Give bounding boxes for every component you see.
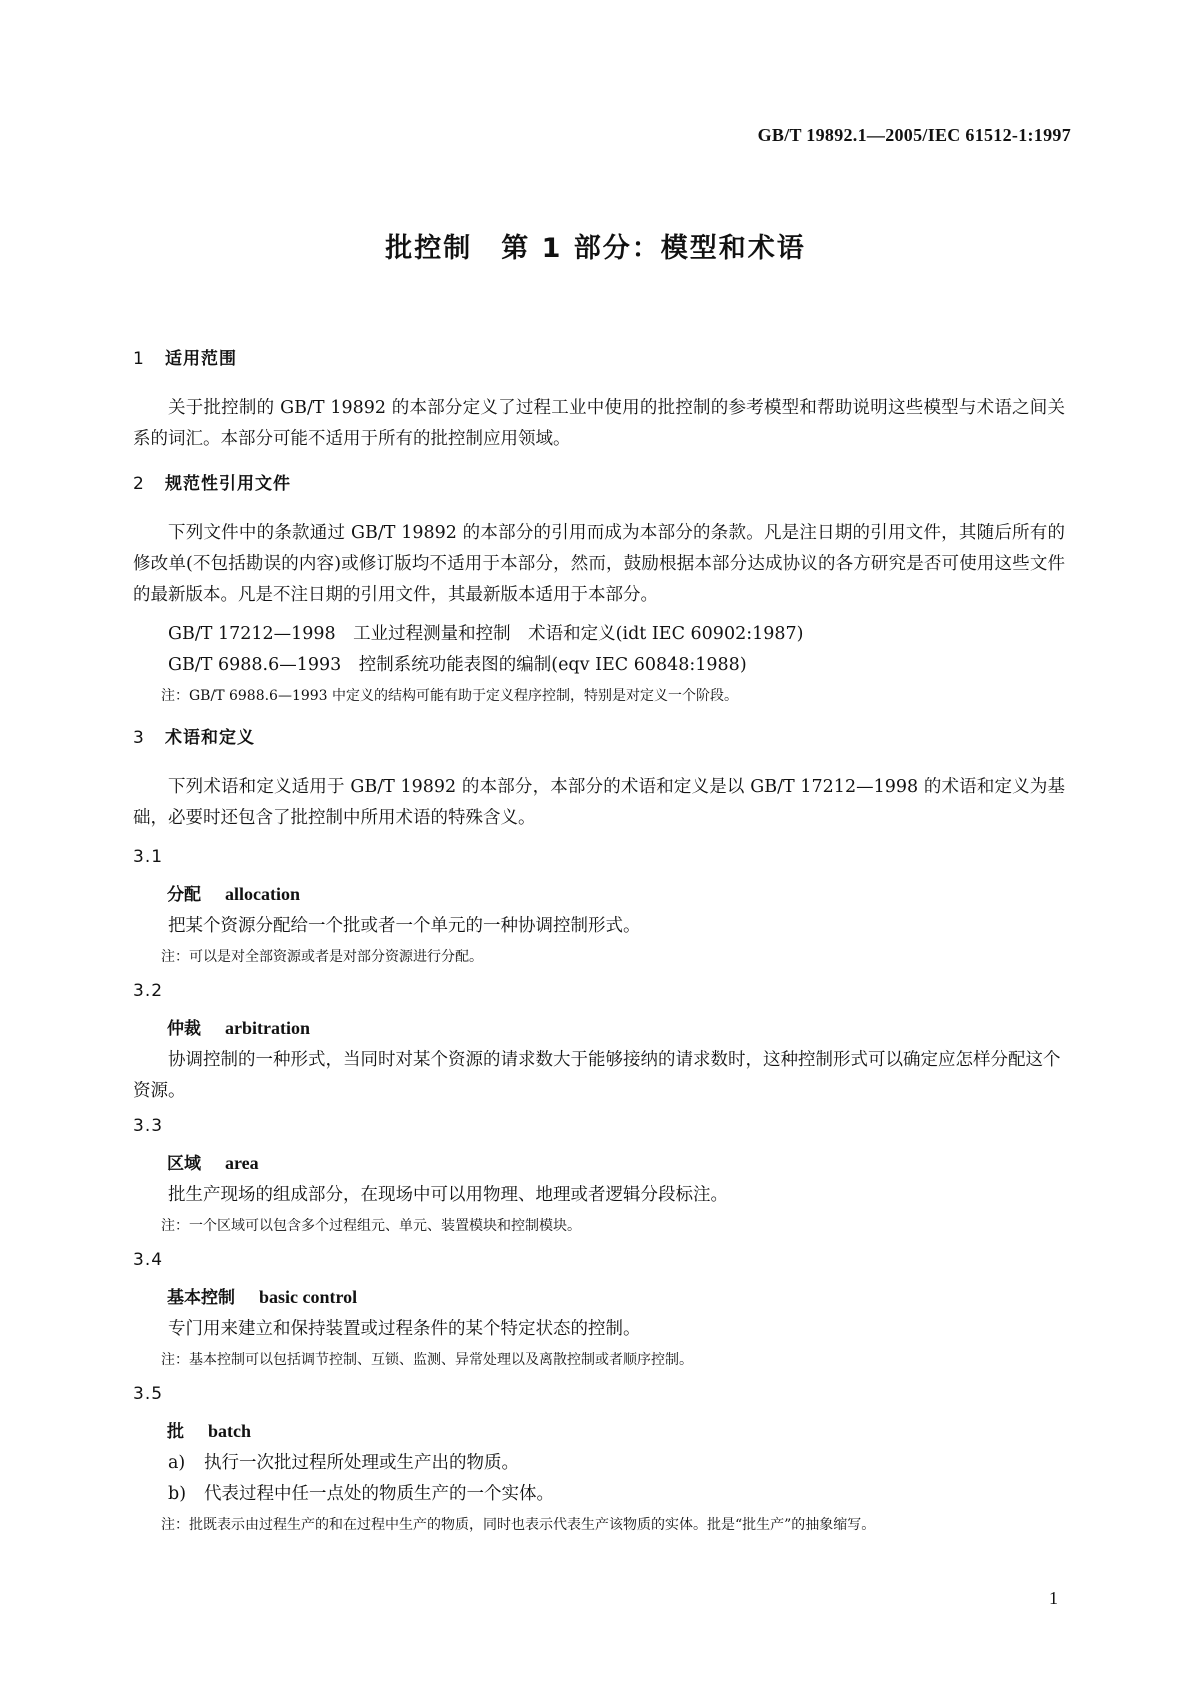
list-item-label: b) xyxy=(168,1484,187,1504)
section-heading xyxy=(133,344,1065,375)
section-heading xyxy=(133,723,1065,754)
term-en: area xyxy=(225,1153,259,1173)
term-name xyxy=(133,1416,1065,1448)
section-number: 2 xyxy=(133,474,145,494)
term-number: 3.3 xyxy=(133,1116,164,1136)
term-definition: 把某个资源分配给一个批或者一个单元的一种协调控制形式。 xyxy=(168,916,641,936)
term-en: arbitration xyxy=(225,1018,310,1038)
list-item xyxy=(133,1479,1065,1510)
term-en: basic control xyxy=(259,1287,358,1307)
reference-item: GB/T 6988.6—1993 控制系统功能表图的编制(eqv IEC 60848:1988) xyxy=(168,655,747,675)
term-name xyxy=(133,1148,1065,1180)
section-heading xyxy=(133,469,1065,500)
references-paragraph: 下列文件中的条款通过 GB/T 19892 的本部分的引用而成为本部分的条款。凡是注日期的引用文件，其随后所有的修改单(不包括勘误的内容)或修订版均不适用于本部分，然而，鼓励根据本部分达成协议的各方研究是否可使用这些文件的最新版本。凡是不注日期的引用文件，其最新版本适用于本部分。 xyxy=(133,523,1065,605)
section-number: 3 xyxy=(133,728,145,748)
term-zh: 基本控制 xyxy=(167,1288,235,1308)
term-name xyxy=(133,1282,1065,1314)
note: 注：基本控制可以包括调节控制、互锁、监测、异常处理以及离散控制或者顺序控制。 xyxy=(161,1352,693,1368)
term-number: 3.2 xyxy=(133,981,164,1001)
term-en: allocation xyxy=(225,884,300,904)
page-number: 1 xyxy=(1049,1588,1058,1608)
term-definition: 专门用来建立和保持装置或过程条件的某个特定状态的控制。 xyxy=(168,1319,641,1339)
list-item-text: 代表过程中任一点处的物质生产的一个实体。 xyxy=(204,1484,554,1504)
document-title: 批控制 第 1 部分：模型和术语 xyxy=(385,233,806,264)
note: 注：批既表示由过程生产的和在过程中生产的物质，同时也表示代表生产该物质的实体。批是“批生产”的抽象缩写。 xyxy=(161,1517,876,1533)
note: 注：可以是对全部资源或者是对部分资源进行分配。 xyxy=(161,949,483,965)
section-title: 适用范围 xyxy=(165,349,237,369)
document-body xyxy=(133,330,1065,1544)
term-name xyxy=(133,1013,1065,1045)
list-item-label: a) xyxy=(168,1453,186,1473)
section-title: 规范性引用文件 xyxy=(165,474,291,494)
section-number: 1 xyxy=(133,349,145,369)
term-number: 3.4 xyxy=(133,1250,164,1270)
term-zh: 批 xyxy=(167,1422,184,1442)
term-definition: 批生产现场的组成部分，在现场中可以用物理、地理或者逻辑分段标注。 xyxy=(168,1185,728,1205)
note: 注：GB/T 6988.6—1993 中定义的结构可能有助于定义程序控制，特别是对定义一个阶段。 xyxy=(161,688,739,704)
scope-paragraph: 关于批控制的 GB/T 19892 的本部分定义了过程工业中使用的批控制的参考模型和帮助说明这些模型与术语之间关系的词汇。本部分可能不适用于所有的批控制应用领域。 xyxy=(133,398,1065,449)
term-en: batch xyxy=(208,1421,252,1441)
standard-code: GB/T 19892.1—2005/IEC 61512-1:1997 xyxy=(757,125,1071,145)
term-number: 3.5 xyxy=(133,1384,164,1404)
term-name xyxy=(133,879,1065,911)
term-definition: 协调控制的一种形式，当同时对某个资源的请求数大于能够接纳的请求数时，这种控制形式可以确定应怎样分配这个资源。 xyxy=(133,1050,1061,1101)
term-zh: 分配 xyxy=(167,885,201,905)
list-item-text: 执行一次批过程所处理或生产出的物质。 xyxy=(204,1453,519,1473)
note: 注：一个区域可以包含多个过程组元、单元、装置模块和控制模块。 xyxy=(161,1218,581,1234)
term-number: 3.1 xyxy=(133,847,164,867)
section-title: 术语和定义 xyxy=(165,728,255,748)
term-zh: 区域 xyxy=(167,1154,201,1174)
term-zh: 仲裁 xyxy=(167,1019,201,1039)
reference-item: GB/T 17212—1998 工业过程测量和控制 术语和定义(idt IEC 60902:1987) xyxy=(168,624,804,644)
terms-paragraph: 下列术语和定义适用于 GB/T 19892 的本部分，本部分的术语和定义是以 GB/T 17212—1998 的术语和定义为基础，必要时还包含了批控制中所用术语的特殊含义。 xyxy=(133,777,1065,828)
list-item xyxy=(133,1448,1065,1479)
